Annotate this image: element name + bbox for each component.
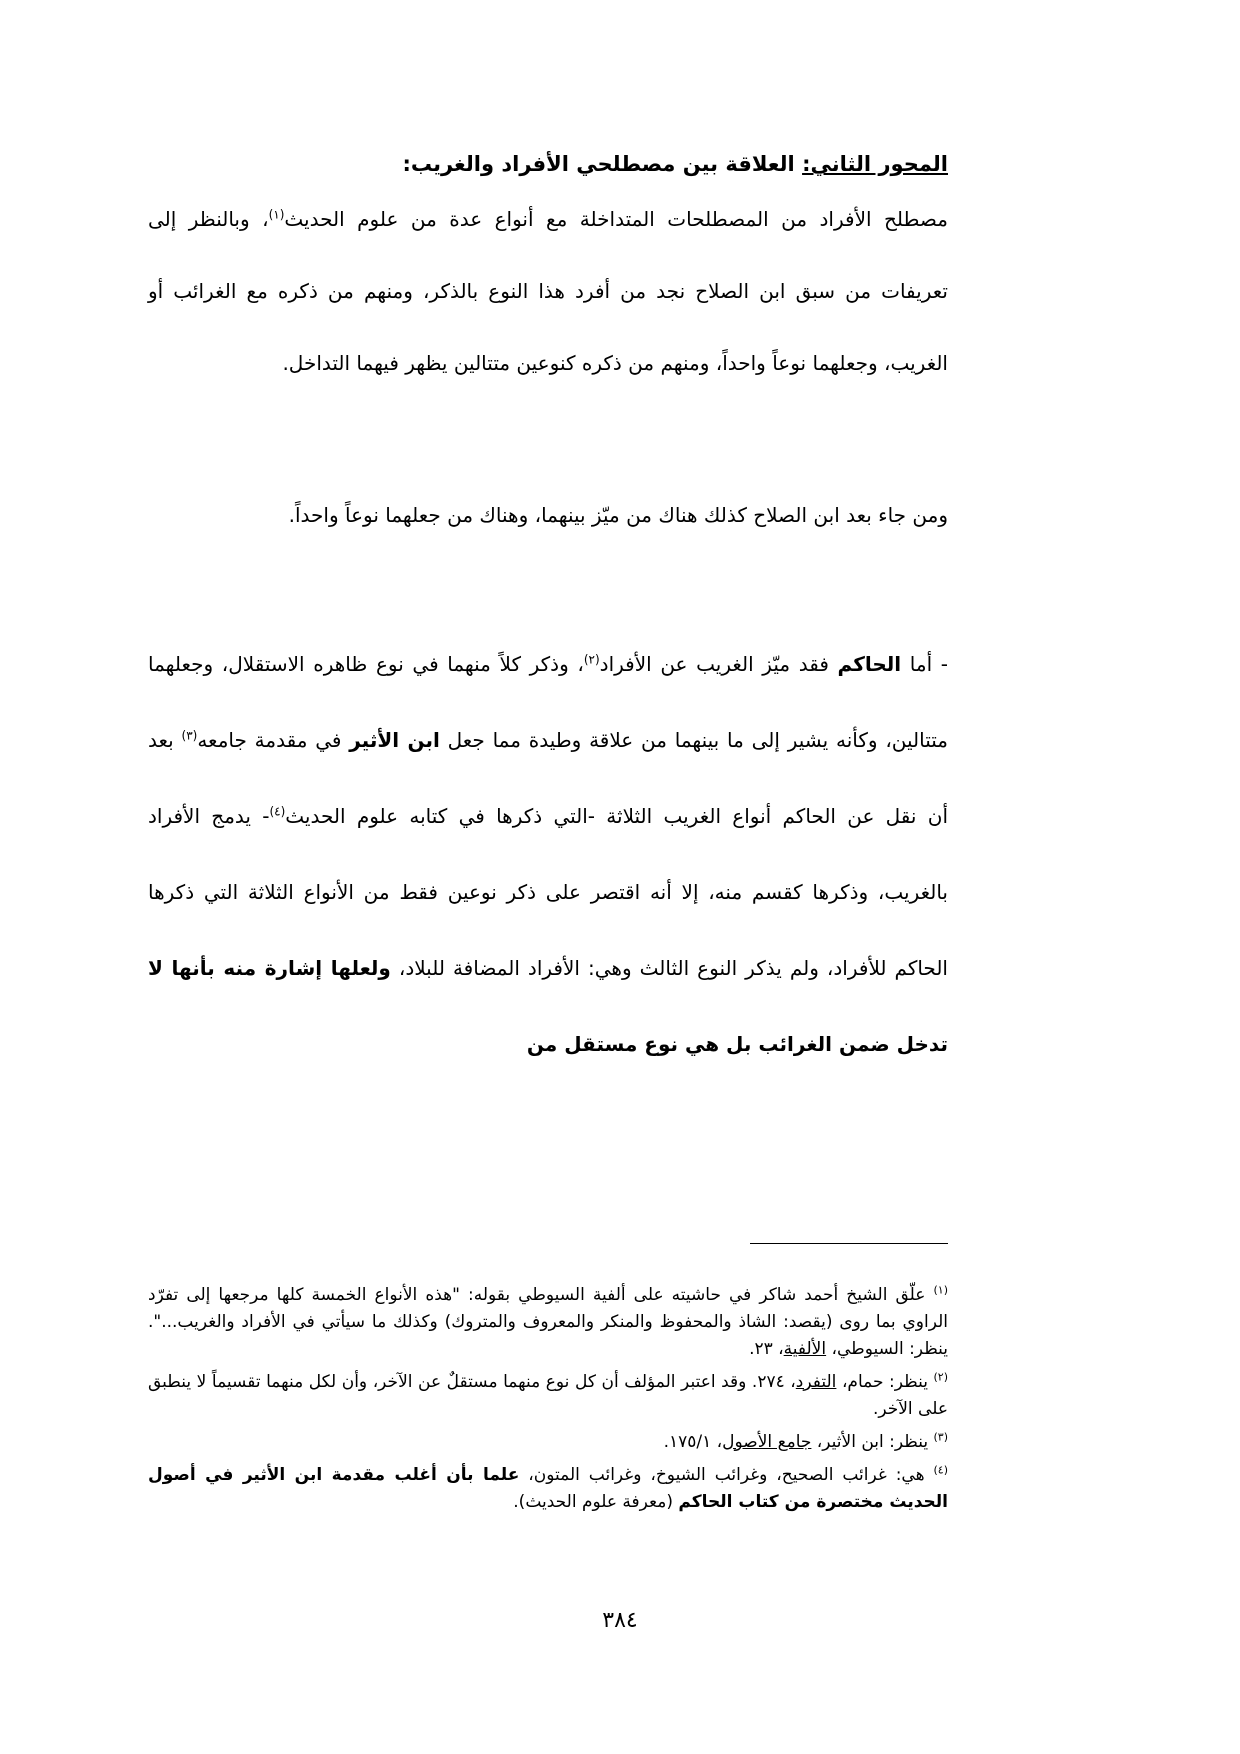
footnote-text: ، ٢٧٤. وقد اعتبر المؤلف أن كل نوع منهما مستقلٌ عن الآخر، وأن لكل منهما تقسيماً لا ينطبق على الآخر.	[148, 1372, 948, 1419]
footnote-4	[148, 1462, 948, 1516]
footnote-reference-title: التفرد	[795, 1372, 837, 1392]
footnote-text: هي: غرائب الصحيح، وغرائب الشيوخ، وغرائب المتون،	[519, 1465, 934, 1485]
footnote-reference-title: جامع الأصول	[722, 1432, 812, 1452]
footnote-reference-title: الألفية	[783, 1339, 827, 1359]
paragraph-text: ، وبالنظر إلى تعريفات من سبق ابن الصلاح نجد من أفرد هذا النوع بالذكر، ومنهم من ذكره مع الغرائب أو الغريب، وجعلهما نوعاً واحداً، ومنهم من ذكره كنوعين متتالين يظهر فيهما التداخل.	[148, 207, 948, 375]
page-number: ٣٨٤	[602, 1608, 638, 1633]
heading-underlined: المحور الثاني:	[802, 152, 948, 176]
footnote-text: ، ٢٣.	[749, 1339, 784, 1359]
footnote-marker-4[interactable]: (٤)	[269, 804, 286, 819]
bold-sentence: ولعلها إشارة منه بأنها لا تدخل ضمن الغرائب بل هي نوع مستقل من	[148, 956, 948, 1056]
footnote-number: (٢)	[933, 1370, 949, 1384]
footnote-3	[148, 1429, 948, 1456]
footnote-text: علّق الشيخ أحمد شاكر في حاشيته على ألفية السيوطي بقوله: "هذه الأنواع الخمسة كلها مرجعها إلى تفرّد الراوي بما روى (يقصد: الشاذ والمحفوظ والمنكر والمعروف والمتروك) وكذلك ما سيأتي في الأفراد والغريب...". ينظر: السيوطي،	[148, 1285, 948, 1359]
paragraph-text: بعد أن نقل عن الحاكم أنواع الغريب الثلاثة -التي ذكرها في كتابه علوم الحديث	[148, 728, 949, 828]
footnote-text: (معرفة علوم الحديث).	[513, 1492, 679, 1512]
footnote-marker-1[interactable]: (١)	[268, 207, 285, 222]
footnote-number: (٣)	[933, 1430, 948, 1444]
footnote-marker-2[interactable]: (٢)	[583, 652, 600, 667]
paragraph-text: مصطلح الأفراد من المصطلحات المتداخلة مع أنواع عدة من علوم الحديث	[284, 207, 948, 231]
paragraph-1	[148, 183, 948, 399]
paragraph-text: ومن جاء بعد ابن الصلاح كذلك هناك من ميّز بينهما، وهناك من جعلهما نوعاً واحداً.	[288, 503, 948, 527]
footnote-number: (٤)	[933, 1463, 948, 1477]
footnote-text: ينظر: ابن الأثير،	[811, 1432, 934, 1452]
bold-name-hakim: الحاكم	[837, 652, 902, 676]
paragraph-text: ، وذكر كلاً منهما في نوع ظاهره الاستقلال، وجعلهما متتالين، وكأنه يشير إلى ما بينهما من علاقة وطيدة مما جعل	[148, 652, 949, 752]
footnote-text: ينظر: حمام،	[836, 1372, 934, 1392]
footnote-number: (١)	[933, 1283, 948, 1297]
footnote-marker-3[interactable]: (٣)	[181, 728, 198, 743]
paragraph-text: - يدمج الأفراد بالغريب، وذكرها كقسم منه، إلا أنه اقتصر على ذكر نوعين فقط من الأنواع الثلاثة التي ذكرها الحاكم للأفراد، ولم يذكر النوع الثالث وهي: الأفراد المضافة للبلاد،	[148, 804, 948, 980]
paragraph-text: فقد ميّز الغريب عن الأفراد	[599, 652, 838, 676]
footnote-separator	[750, 1243, 948, 1244]
paragraph-text: في مقدمة جامعه	[197, 728, 350, 752]
footnote-1	[148, 1282, 948, 1363]
footnote-text: ، ١٧٥/١.	[663, 1432, 723, 1452]
paragraph-text: - أما	[901, 652, 949, 676]
section-heading	[148, 142, 948, 186]
paragraph-3	[148, 626, 948, 1082]
bold-name-ibn-athir: ابن الأثير	[349, 728, 440, 752]
footnote-bold-text: علما بأن أغلب مقدمة ابن الأثير في أصول الحديث مختصرة من كتاب الحاكم	[148, 1465, 948, 1512]
footnote-2	[148, 1369, 948, 1423]
footnotes	[148, 1282, 948, 1522]
heading-rest: العلاقة بين مصطلحي الأفراد والغريب:	[402, 152, 803, 176]
paragraph-2	[148, 495, 948, 535]
